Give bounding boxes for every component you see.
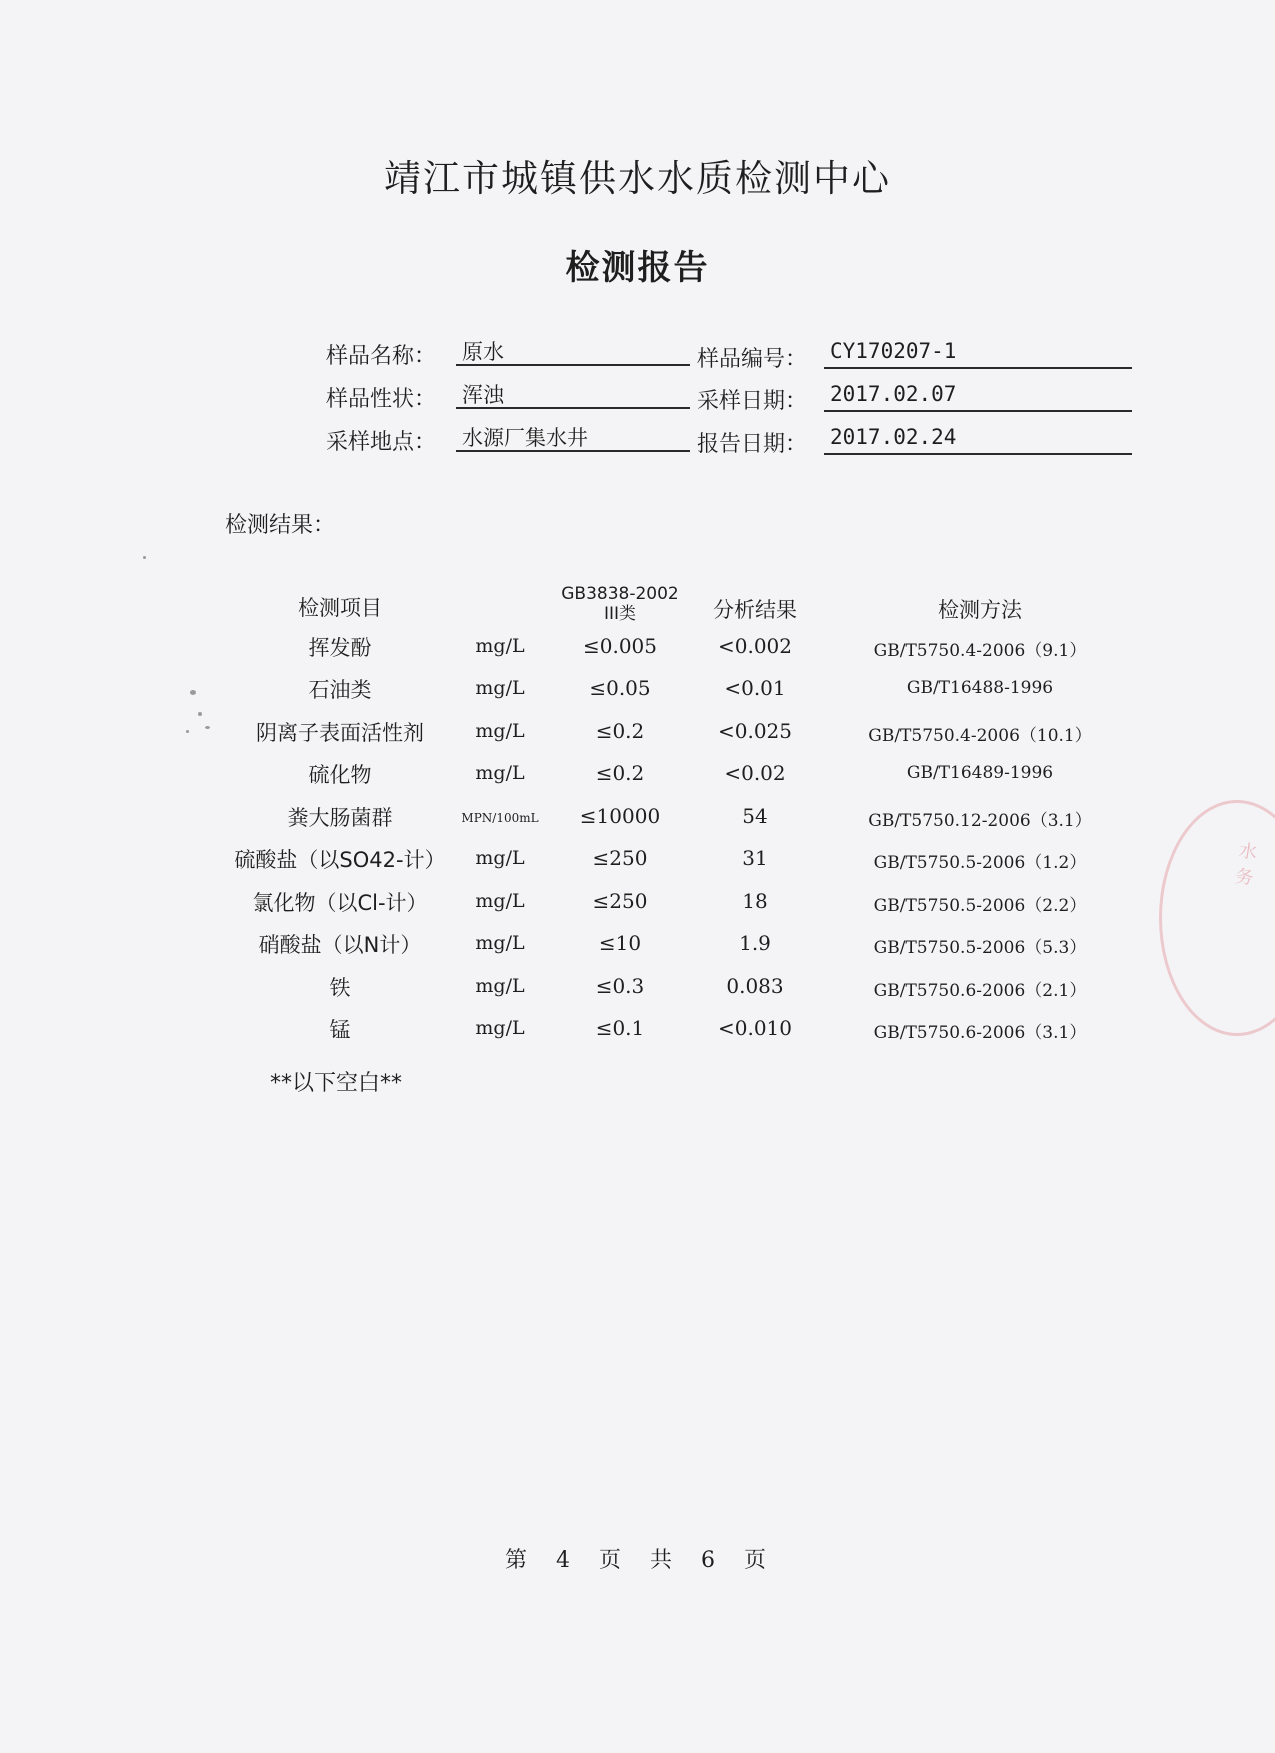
row-result: 31 (742, 846, 768, 870)
row-unit: mg/L (475, 847, 525, 869)
report-date-value: 2017.02.24 (824, 425, 1132, 455)
row-item: 硫酸盐（以SO42-计） (234, 848, 446, 872)
sample-property-label: 样品性状： (326, 387, 437, 412)
seal-stamp-text: 水务 (1233, 840, 1259, 890)
column-standard-line1: GB3838-2002 (561, 584, 679, 604)
row-result: <0.002 (717, 634, 792, 658)
row-method: GB/T5750.4-2006（9.1） (873, 641, 1087, 661)
row-method: GB/T5750.12-2006（3.1） (868, 811, 1092, 831)
row-method: GB/T16489-1996 (906, 763, 1054, 783)
row-item: 石油类 (308, 678, 372, 702)
column-item: 检测项目 (298, 596, 382, 620)
row-result: 0.083 (726, 974, 784, 998)
row-result: <0.010 (717, 1016, 792, 1040)
scan-speck (186, 730, 189, 733)
sampling-location-value: 水源厂集水井 (456, 422, 690, 452)
results-section-label: 检测结果： (225, 513, 336, 538)
row-method: GB/T5750.4-2006（10.1） (868, 726, 1092, 746)
column-standard (555, 584, 685, 624)
table-row (0, 632, 1275, 674)
table-row (0, 844, 1275, 886)
row-limit: ≤0.05 (589, 676, 651, 700)
report-date-label: 报告日期： (697, 432, 808, 457)
row-result: <0.01 (724, 676, 786, 700)
row-limit: ≤10 (598, 931, 642, 955)
scan-speck (190, 690, 196, 695)
column-standard-line2: III类 (603, 604, 637, 624)
row-unit: mg/L (475, 720, 525, 742)
sample-code-label: 样品编号： (697, 347, 808, 372)
row-limit: ≤0.1 (595, 1016, 645, 1040)
row-unit: mg/L (475, 677, 525, 699)
table-row (0, 1014, 1275, 1056)
row-limit: ≤0.3 (595, 974, 645, 998)
row-unit: mg/L (475, 890, 525, 912)
sample-name-value: 原水 (456, 336, 690, 366)
sample-name-label: 样品名称： (326, 344, 437, 369)
row-unit: mg/L (475, 635, 525, 657)
table-row (0, 674, 1275, 716)
table-row (0, 929, 1275, 971)
row-result: <0.02 (724, 761, 786, 785)
row-limit: ≤0.005 (582, 634, 657, 658)
row-item: 粪大肠菌群 (287, 806, 393, 830)
row-result: 18 (742, 889, 768, 913)
report-title: 检测报告 (565, 248, 710, 288)
row-item: 锰 (329, 1018, 351, 1042)
row-unit: mg/L (475, 975, 525, 997)
row-method: GB/T5750.5-2006（2.2） (873, 896, 1087, 916)
row-result: <0.025 (717, 719, 792, 743)
row-unit: MPN/100mL (461, 811, 539, 825)
table-row (0, 759, 1275, 801)
row-limit: ≤250 (592, 846, 648, 870)
row-limit: ≤250 (592, 889, 648, 913)
row-method: GB/T5750.6-2006（3.1） (873, 1023, 1087, 1043)
sampling-date-value: 2017.02.07 (824, 382, 1132, 412)
row-limit: ≤0.2 (595, 761, 645, 785)
row-method: GB/T5750.6-2006（2.1） (873, 981, 1087, 1001)
row-method: GB/T5750.5-2006（5.3） (873, 938, 1087, 958)
row-unit: mg/L (475, 1017, 525, 1039)
row-item: 硝酸盐（以N计） (258, 933, 422, 957)
row-item: 铁 (329, 976, 351, 1000)
organization-name: 靖江市城镇供水水质检测中心 (384, 157, 891, 200)
row-method: GB/T5750.5-2006（1.2） (873, 853, 1087, 873)
scan-speck (143, 556, 146, 559)
sampling-location-label: 采样地点： (326, 430, 437, 455)
row-unit: mg/L (475, 932, 525, 954)
row-method: GB/T16488-1996 (906, 678, 1054, 698)
row-unit: mg/L (475, 762, 525, 784)
table-row (0, 802, 1275, 844)
sample-code-value: CY170207-1 (824, 339, 1132, 369)
row-item: 氯化物（以Cl-计） (252, 891, 428, 915)
table-row (0, 717, 1275, 759)
row-result: 1.9 (739, 931, 771, 955)
table-row (0, 972, 1275, 1014)
scan-speck (198, 712, 202, 716)
blank-below-note: **以下空白** (270, 1071, 403, 1096)
column-result: 分析结果 (713, 598, 797, 622)
row-limit: ≤10000 (579, 804, 661, 828)
scan-speck (205, 726, 210, 729)
row-item: 硫化物 (308, 763, 372, 787)
table-row (0, 887, 1275, 929)
page-number: 第 4 页 共 6 页 (505, 1548, 770, 1573)
sampling-date-label: 采样日期： (697, 389, 808, 414)
row-limit: ≤0.2 (595, 719, 645, 743)
row-item: 阴离子表面活性剂 (256, 721, 424, 745)
row-result: 54 (742, 804, 768, 828)
row-item: 挥发酚 (308, 636, 372, 660)
sample-property-value: 浑浊 (456, 379, 690, 409)
column-method: 检测方法 (938, 598, 1022, 622)
